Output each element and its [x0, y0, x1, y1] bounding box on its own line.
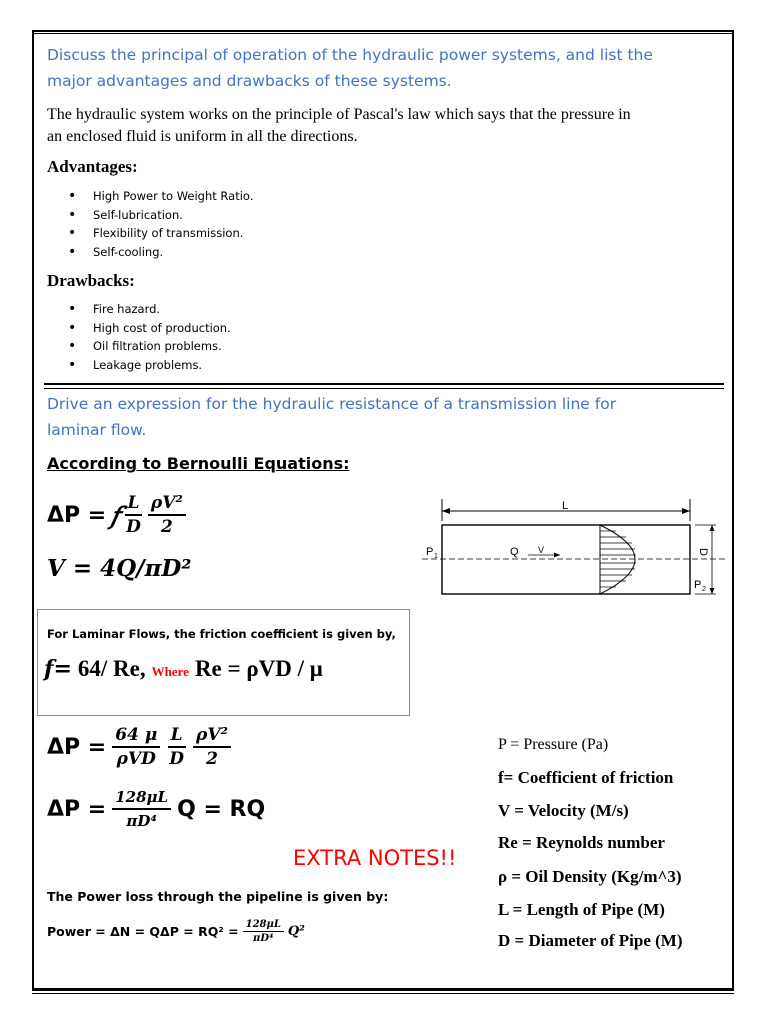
diagram-label-P2: P	[694, 579, 702, 591]
fraction-denominator: πD⁴	[126, 812, 157, 830]
fraction-numerator: 128μL	[112, 786, 171, 810]
fraction-numerator: 64 μ	[112, 724, 160, 748]
eq1-friction-symbol: 𝑓	[110, 500, 120, 530]
list-item: • Flexibility of transmission.	[68, 224, 253, 243]
legend-velocity: V = Velocity (M/s)	[498, 801, 629, 820]
bernoulli-heading: According to Bernoulli Equations:	[47, 454, 350, 473]
reynolds-expression: Re = ρVD / μ	[194, 656, 323, 681]
fraction-denominator: 2	[160, 517, 173, 537]
list-item: • Self-lubrication.	[68, 206, 253, 225]
power-loss-heading: The Power loss through the pipeline is given by:	[47, 889, 389, 904]
frame-top-double-line	[32, 30, 734, 34]
power-loss-equation	[47, 918, 305, 945]
diagram-label-P2-sub: 2	[702, 586, 706, 593]
q2-title-line-1: Drive an expression for the hydraulic resistance of a transmission line for	[47, 395, 617, 413]
eq3-fraction-l-over-d	[166, 724, 187, 770]
where-label: Where	[151, 664, 189, 679]
list-item: • Self-cooling.	[68, 243, 253, 262]
diagram-label-P1: P	[426, 546, 434, 558]
q1-answer-line-1: The hydraulic system works on the principle of Pascal's law which says that the pressure in	[47, 106, 631, 123]
drawbacks-list	[68, 300, 231, 374]
fraction-denominator: D	[169, 749, 185, 769]
eq3-fraction-kinetic	[193, 724, 231, 770]
diagram-label-Q: Q	[510, 546, 519, 558]
fraction-numerator: 128μL	[243, 918, 284, 932]
diagram-label-V: V	[538, 545, 545, 555]
advantages-heading: Advantages:	[47, 157, 138, 176]
fraction-numerator: ρV²	[193, 724, 231, 748]
equation-resistance	[47, 786, 265, 832]
friction-expression: 64/ Re,	[77, 656, 146, 681]
legend-reynolds: Re = Reynolds number	[498, 833, 665, 852]
fraction-numerator: L	[168, 724, 186, 748]
power-lhs: Power = ΔN = QΔP = RQ² =	[47, 924, 239, 939]
q1-title	[47, 42, 727, 94]
fraction-denominator: πD⁴	[253, 933, 274, 944]
power-fraction	[243, 918, 284, 945]
pipe-flow-diagram	[420, 495, 730, 600]
frame-bottom-double-line	[32, 990, 734, 994]
eq1-fraction-kinetic	[148, 492, 186, 538]
legend-pressure: P = Pressure (Pa)	[498, 736, 609, 753]
q1-title-line-2: major advantages and drawbacks of these systems.	[47, 72, 452, 90]
diagram-label-P1-sub: 1	[434, 553, 438, 560]
q1-answer-line-2: an enclosed fluid is uniform in all the directions.	[47, 128, 358, 145]
extra-notes-label: EXTRA NOTES!!	[293, 846, 457, 870]
laminar-note: For Laminar Flows, the friction coefficient is given by,	[47, 627, 396, 641]
list-item: • Leakage problems.	[68, 356, 231, 375]
legend-diameter: D = Diameter of Pipe (M)	[498, 931, 683, 950]
legend-length: L = Length of Pipe (M)	[498, 900, 665, 919]
diagram-label-D: D	[697, 548, 709, 556]
power-rhs: Q²	[287, 924, 305, 939]
q1-title-line-1: Discuss the principal of operation of the hydraulic power systems, and list the	[47, 46, 653, 64]
list-item: • Oil filtration problems.	[68, 337, 231, 356]
advantages-list	[68, 187, 253, 261]
fraction-numerator: L	[125, 492, 143, 516]
list-item: • Fire hazard.	[68, 300, 231, 319]
eq4-fraction	[112, 786, 171, 832]
drawbacks-heading: Drawbacks:	[47, 271, 135, 290]
fraction-denominator: ρVD	[116, 749, 156, 769]
diagram-label-L: L	[562, 500, 569, 512]
eq1-fraction-l-over-d	[123, 492, 144, 538]
equation-delta-p-laminar	[47, 724, 231, 770]
legend-density: ρ = Oil Density (Kg/m^3)	[498, 867, 682, 886]
equation-velocity: V = 4Q/πD²	[47, 555, 192, 582]
eq3-fraction-friction	[112, 724, 160, 770]
eq1-lhs: ΔP =	[47, 502, 107, 528]
fraction-denominator: 2	[206, 749, 218, 769]
friction-symbol: f=	[44, 656, 72, 682]
q2-title	[47, 391, 727, 443]
fraction-numerator: ρV²	[148, 492, 186, 516]
eq3-lhs: ΔP =	[47, 734, 107, 760]
q2-title-line-2: laminar flow.	[47, 421, 147, 439]
friction-coefficient-equation	[44, 656, 323, 682]
list-item: • High Power to Weight Ratio.	[68, 187, 253, 206]
eq4-rhs: Q = RQ	[177, 796, 266, 822]
eq4-lhs: ΔP =	[47, 796, 107, 822]
equation-delta-p-general	[47, 492, 186, 538]
fraction-denominator: D	[126, 517, 141, 537]
section-divider	[44, 383, 724, 389]
list-item: • High cost of production.	[68, 319, 231, 338]
q1-answer	[47, 104, 727, 148]
legend-friction: f= Coefficient of friction	[498, 768, 674, 787]
